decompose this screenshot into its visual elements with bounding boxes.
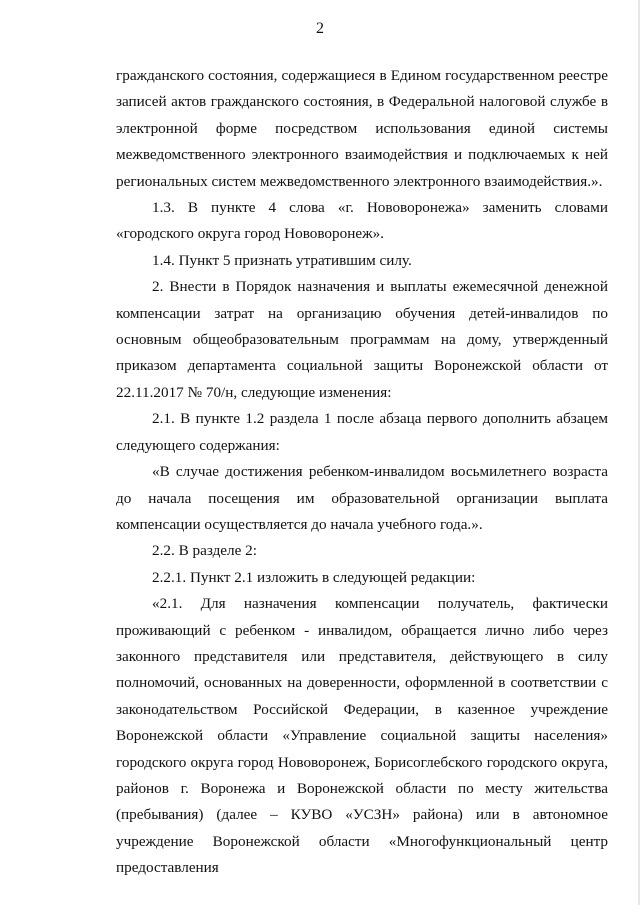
paragraph-quote-insert: «В случае достижения ребенком-инвалидом восьмилетнего возраста до начала посещения им образовательной организации выплата компенсации осуществляется до начала учебного года.». (116, 463, 608, 533)
paragraph-1-3: 1.3. В пункте 4 слова «г. Нововоронежа» заменить словами «городского округа город Нововоронеж». (116, 199, 608, 243)
document-body (116, 63, 608, 882)
paragraph-2-2: 2.2. В разделе 2: (152, 542, 257, 560)
paragraph-1-4: 1.4. Пункт 5 признать утратившим силу. (152, 251, 412, 269)
paragraph-2-2-1: 2.2.1. Пункт 2.1 изложить в следующей редакции: (152, 568, 476, 586)
paragraph-continuation: гражданского состояния, содержащиеся в Едином государственном реестре записей актов гражданского состояния, в Федеральной налоговой службе в электронной форме посредством использования единой системы межведомственного электронного взаимодействия и подключаемых к ней региональных систем межведомственного электронного взаимодействия.». (116, 67, 608, 190)
paragraph-2: 2. Внести в Порядок назначения и выплаты ежемесячной денежной компенсации затрат на организацию обучения детей-инвалидов по основным общеобразовательным программам на дому, утвержденный приказом департамента социальной защиты Воронежской области от 22.11.2017 № 70/н, следующие изменения: (116, 278, 608, 401)
paragraph-2-1: 2.1. В пункте 1.2 раздела 1 после абзаца первого дополнить абзацем следующего содержания: (116, 410, 608, 454)
paragraph-quote-2-1: «2.1. Для назначения компенсации получатель, фактически проживающий с ребенком - инвалидом, обращается лично либо через законного представителя или представителя, действующего в силу полномочий, основанных на доверенности, оформленной в соответствии с законодательством Российской Федерации, в казенное учреждение Воронежской области «Управление социальной защиты населения» городского округа город Нововоронеж, Борисоглебского городского округа, районов г. Воронежа и Воронежской области по месту жительства (пребывания) (далее – КУВО «УСЗН» района) или в автономное учреждение Воронежской области «Многофункциональный центр предоставления (116, 595, 608, 877)
page-number: 2 (316, 20, 324, 37)
